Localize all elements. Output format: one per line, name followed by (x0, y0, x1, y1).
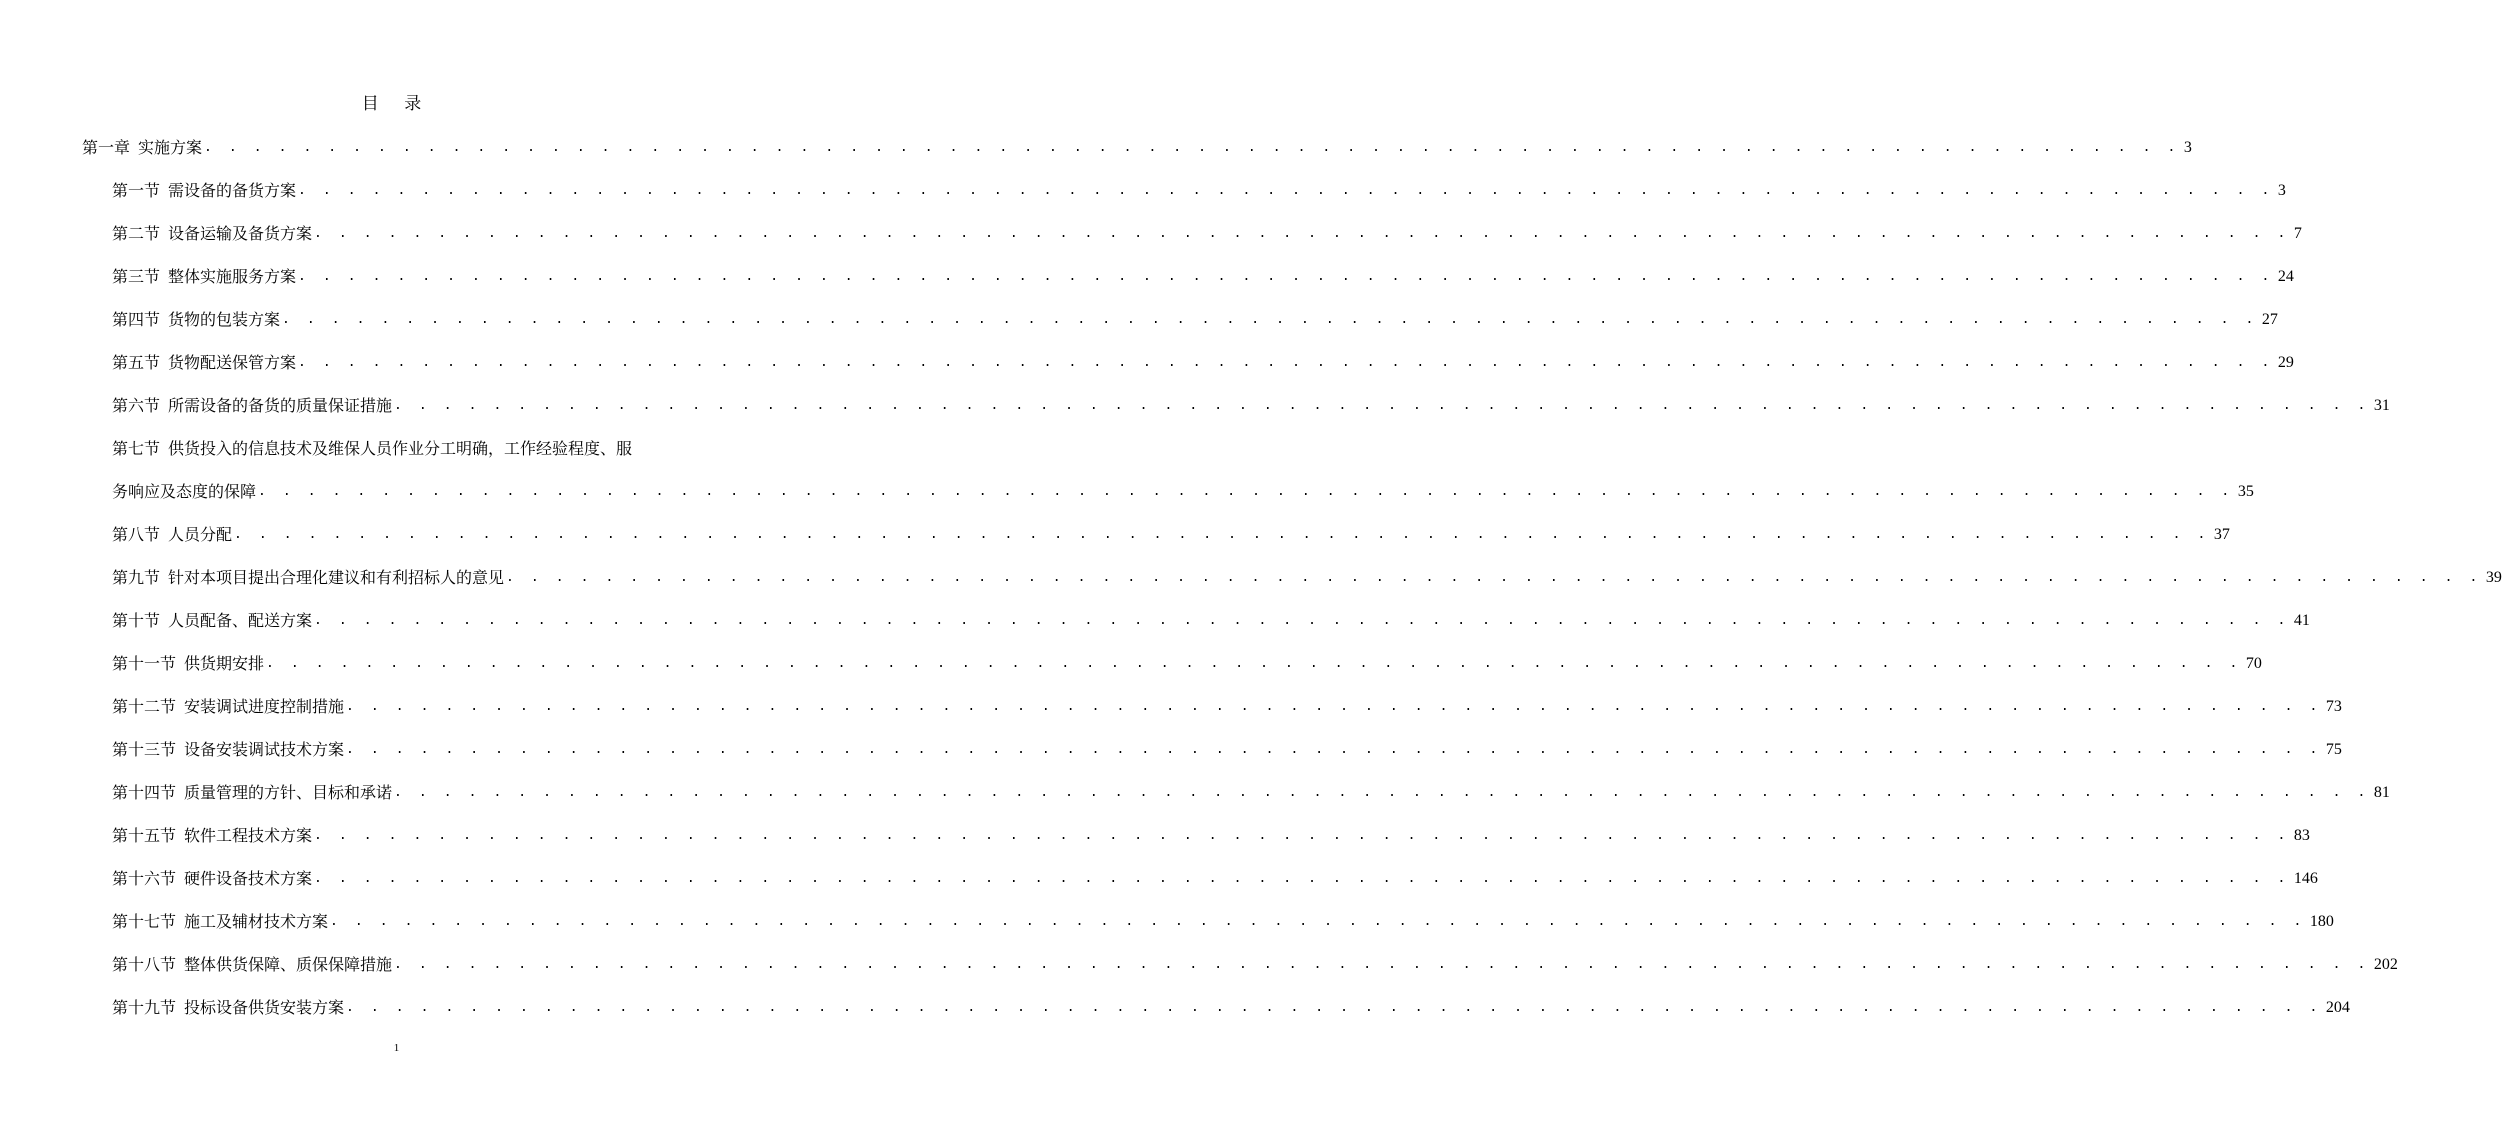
toc-entry-label (112, 695, 344, 719)
toc-chapter-entry[interactable] (82, 136, 2192, 160)
toc-entry-label (112, 523, 232, 547)
dot-leader: . . . . . . . . . . . . . . . . . . . . . . . . . . . . . . . . . . . . . . . . . . . . . . . . . . . . . . . . . . . . . . . . . . . . . . . . . . . . . . . . (298, 183, 2274, 198)
toc-entry-page: 83 (2293, 827, 2310, 844)
toc-entry-page: 204 (2325, 999, 2350, 1016)
toc-entry-number: 第十二节 (112, 697, 177, 716)
toc-entry[interactable] (112, 308, 2278, 332)
toc-entry-label (112, 179, 296, 203)
toc-entry-number: 第十三节 (112, 740, 177, 759)
toc-entry-page: 3 (2183, 139, 2192, 156)
toc-entry-text: 人员配备、配送方案 (168, 611, 313, 630)
toc-entry-number: 第十一节 (112, 654, 177, 673)
toc-entry[interactable] (112, 953, 2398, 977)
toc-entry-label (112, 996, 344, 1020)
toc-entry-number: 第一章 (82, 138, 131, 157)
toc-entry-page: 81 (2373, 784, 2390, 801)
toc-entry[interactable] (112, 265, 2294, 289)
toc-entry-label (112, 953, 392, 977)
toc-entry-label (112, 781, 392, 805)
toc-entry-page: 31 (2373, 397, 2390, 414)
toc-entry[interactable] (112, 867, 2318, 891)
toc-entry-number: 第六节 (112, 396, 161, 415)
toc-entry[interactable] (112, 351, 2294, 375)
dot-leader: . . . . . . . . . . . . . . . . . . . . . . . . . . . . . . . . . . . . . . . . . . . . . . . . . . . . . . . . . . . . . . . . . . . . . . . . . . . . . . . . (266, 656, 2242, 671)
toc-entry-label (112, 351, 296, 375)
dot-leader: . . . . . . . . . . . . . . . . . . . . . . . . . . . . . . . . . . . . . . . . . . . . . . . . . . . . . . . . . . . . . . . . . . . . . . . . . . . . . . . . (346, 699, 2322, 714)
toc-entry-page: 39 (2485, 569, 2502, 586)
toc-entry-number: 第十节 (112, 611, 161, 630)
toc-entry-text-continued: 务响应及态度的保障 (112, 482, 257, 501)
toc-entry-page: 75 (2325, 741, 2342, 758)
dot-leader: . . . . . . . . . . . . . . . . . . . . . . . . . . . . . . . . . . . . . . . . . . . . . . . . . . . . . . . . . . . . . . . . . . . . . . . . . . . . . . . . (394, 957, 2370, 972)
dot-leader: . . . . . . . . . . . . . . . . . . . . . . . . . . . . . . . . . . . . . . . . . . . . . . . . . . . . . . . . . . . . . . . . . . . . . . . . . . . . . . . . (234, 527, 2210, 542)
toc-entry-number: 第十五节 (112, 826, 177, 845)
toc-entry-number: 第三节 (112, 267, 161, 286)
toc-entry[interactable] (112, 566, 2502, 590)
dot-leader: . . . . . . . . . . . . . . . . . . . . . . . . . . . . . . . . . . . . . . . . . . . . . . . . . . . . . . . . . . . . . . . . . . . . . . . . . . . . . . . . (298, 355, 2274, 370)
toc-entry-page: 202 (2373, 956, 2398, 973)
toc-entry-number: 第五节 (112, 353, 161, 372)
toc-entry-label (112, 394, 392, 418)
toc-entry-text: 设备运输及备货方案 (168, 224, 313, 243)
toc-entry-label (112, 609, 312, 633)
toc-entry-number: 第八节 (112, 525, 161, 544)
toc-entry-label (112, 222, 312, 246)
toc-entry-number: 第十八节 (112, 955, 177, 974)
toc-entry-text: 货物的包装方案 (168, 310, 281, 329)
toc-entry-label (112, 308, 280, 332)
toc-entry-text: 投标设备供货安装方案 (184, 998, 345, 1017)
toc-entry[interactable] (112, 437, 711, 461)
toc-entry-page: 37 (2213, 526, 2230, 543)
toc-entry-page: 180 (2309, 913, 2334, 930)
dot-leader: . . . . . . . . . . . . . . . . . . . . . . . . . . . . . . . . . . . . . . . . . . . . . . . . . . . . . . . . . . . . . . . . . . . . . . . . . . . . . . . . (298, 269, 2274, 284)
toc-entry-text: 软件工程技术方案 (184, 826, 313, 845)
toc-entry-label (82, 136, 202, 160)
toc-entry-page: 27 (2261, 311, 2278, 328)
toc-entry-label (112, 824, 312, 848)
toc-entry[interactable] (112, 695, 2342, 719)
toc-entry-number: 第一节 (112, 181, 161, 200)
dot-leader: . . . . . . . . . . . . . . . . . . . . . . . . . . . . . . . . . . . . . . . . . . . . . . . . . . . . . . . . . . . . . . . . . . . . . . . . . . . . . . . . (314, 613, 2290, 628)
toc-entry[interactable] (112, 394, 2390, 418)
toc-entry-label (112, 867, 312, 891)
toc-entry-page: 146 (2293, 870, 2318, 887)
page-number: 1 (393, 1042, 400, 1054)
toc-entry-number: 第九节 (112, 568, 161, 587)
toc-entry-text: 安装调试进度控制措施 (184, 697, 345, 716)
toc-entry-text: 货物配送保管方案 (168, 353, 297, 372)
toc-entry-page: 7 (2293, 225, 2302, 242)
toc-entry-text: 质量管理的方针、目标和承诺 (184, 783, 393, 802)
toc-entry-page: 3 (2277, 182, 2286, 199)
dot-leader: . . . . . . . . . . . . . . . . . . . . . . . . . . . . . . . . . . . . . . . . . . . . . . . . . . . . . . . . . . . . . . . . . . . . . . . . . . . . . . . . (204, 140, 2180, 155)
toc-entry-page: 24 (2277, 268, 2294, 285)
dot-leader: . . . . . . . . . . . . . . . . . . . . . . . . . . . . . . . . . . . . . . . . . . . . . . . . . . . . . . . . . . . . . . . . . . . . . . . . . . . . . . . . (314, 226, 2290, 241)
toc-entry-text: 人员分配 (168, 525, 233, 544)
toc-entry-text: 供货期安排 (184, 654, 265, 673)
toc-entry-label (112, 738, 344, 762)
toc-title: 目 录 (361, 94, 432, 114)
toc-entry-continuation[interactable] (112, 480, 2254, 504)
toc-entry-label (112, 439, 632, 458)
toc-entry[interactable] (112, 179, 2286, 203)
dot-leader: . . . . . . . . . . . . . . . . . . . . . . . . . . . . . . . . . . . . . . . . . . . . . . . . . . . . . . . . . . . . . . . . . . . . . . . . . . . . . . . . (330, 914, 2306, 929)
toc-entry-page: 41 (2293, 612, 2310, 629)
toc-entry-page: 70 (2245, 655, 2262, 672)
toc-entry[interactable] (112, 652, 2262, 676)
toc-entry[interactable] (112, 824, 2310, 848)
dot-leader: . . . . . . . . . . . . . . . . . . . . . . . . . . . . . . . . . . . . . . . . . . . . . . . . . . . . . . . . . . . . . . . . . . . . . . . . . . . . . . . . (394, 398, 2370, 413)
toc-entry-text: 设备安装调试技术方案 (184, 740, 345, 759)
toc-entry-number: 第七节 (112, 439, 161, 458)
toc-entry-number: 第十六节 (112, 869, 177, 888)
toc-entry-page: 35 (2237, 483, 2254, 500)
toc-entry-text: 所需设备的备货的质量保证措施 (168, 396, 393, 415)
toc-entry-label (112, 910, 328, 934)
toc-entry-number: 第二节 (112, 224, 161, 243)
toc-entry-text: 实施方案 (138, 138, 203, 157)
toc-entry[interactable] (112, 781, 2390, 805)
toc-entry-page: 73 (2325, 698, 2342, 715)
toc-entry-number: 第十九节 (112, 998, 177, 1017)
toc-entry[interactable] (112, 523, 2230, 547)
dot-leader: . . . . . . . . . . . . . . . . . . . . . . . . . . . . . . . . . . . . . . . . . . . . . . . . . . . . . . . . . . . . . . . . . . . . . . . . . . . . . . . . (282, 312, 2258, 327)
dot-leader: . . . . . . . . . . . . . . . . . . . . . . . . . . . . . . . . . . . . . . . . . . . . . . . . . . . . . . . . . . . . . . . . . . . . . . . . . . . . . . . . (346, 1000, 2322, 1015)
toc-entry-page: 29 (2277, 354, 2294, 371)
toc-entry-text: 硬件设备技术方案 (184, 869, 313, 888)
toc-entry-text: 整体供货保障、质保保障措施 (184, 955, 393, 974)
dot-leader: . . . . . . . . . . . . . . . . . . . . . . . . . . . . . . . . . . . . . . . . . . . . . . . . . . . . . . . . . . . . . . . . . . . . . . . . . . . . . . . . (394, 785, 2370, 800)
toc-entry-text: 需设备的备货方案 (168, 181, 297, 200)
dot-leader: . . . . . . . . . . . . . . . . . . . . . . . . . . . . . . . . . . . . . . . . . . . . . . . . . . . . . . . . . . . . . . . . . . . . . . . . . . . . . . . . (346, 742, 2322, 757)
dot-leader: . . . . . . . . . . . . . . . . . . . . . . . . . . . . . . . . . . . . . . . . . . . . . . . . . . . . . . . . . . . . . . . . . . . . . . . . . . . . . . . . (314, 871, 2290, 886)
dot-leader: . . . . . . . . . . . . . . . . . . . . . . . . . . . . . . . . . . . . . . . . . . . . . . . . . . . . . . . . . . . . . . . . . . . . . . . . . . . . . . . . (258, 484, 2234, 499)
toc-entry-text: 整体实施服务方案 (168, 267, 297, 286)
toc-entry-number: 第十四节 (112, 783, 177, 802)
dot-leader: . . . . . . . . . . . . . . . . . . . . . . . . . . . . . . . . . . . . . . . . . . . . . . . . . . . . . . . . . . . . . . . . . . . . . . . . . . . . . . . . (314, 828, 2290, 843)
toc-entry-number: 第十七节 (112, 912, 177, 931)
toc-entry-label (112, 652, 264, 676)
toc-entry[interactable] (112, 609, 2310, 633)
toc-entry[interactable] (112, 910, 2334, 934)
toc-entry[interactable] (112, 996, 2350, 1020)
toc-entry-text: 供货投入的信息技术及维保人员作业分工明确，工作经验程度、服 (168, 439, 633, 458)
toc-entry-text: 施工及辅材技术方案 (184, 912, 329, 931)
toc-entry[interactable] (112, 222, 2302, 246)
toc-entry-number: 第四节 (112, 310, 161, 329)
toc-entry-label (112, 566, 504, 590)
toc-entry-label (112, 265, 296, 289)
toc-entry-text: 针对本项目提出合理化建议和有利招标人的意见 (168, 568, 505, 587)
dot-leader: . . . . . . . . . . . . . . . . . . . . . . . . . . . . . . . . . . . . . . . . . . . . . . . . . . . . . . . . . . . . . . . . . . . . . . . . . . . . . . . . (506, 570, 2482, 585)
toc-entry[interactable] (112, 738, 2342, 762)
